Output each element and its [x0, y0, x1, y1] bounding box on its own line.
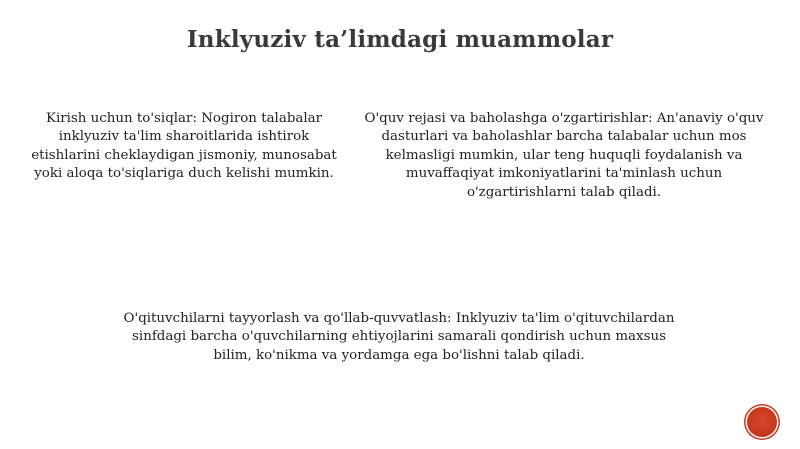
text-block-curriculum-assessment: O'quv rejasi va baholashga o'zgartirishlar: An'anaviy o'quv dasturlari va baholashlar barcha talabalar uchun mos kelmasligi mumkin, ular teng huquqli foydalanish va muvaffaqiyat imkoniyatlarini ta'minlash uchun o'zgartirishlarni talab qiladi.	[364, 111, 764, 200]
text-block-teacher-training: O'qituvchilarni tayyorlash va qo'llab-quvvatlash: Inklyuziv ta'lim o'qituvchilardan sinfdagi barcha o'quvchilarning ehtiyojlarini samarali qondirish uchun maxsus bilim, ko'nikma va yordamga ega bo'lishni talab qiladi.	[123, 311, 675, 363]
slide-nav-circle-icon[interactable]	[747, 407, 777, 437]
slide-title: Inklyuziv ta’limdagi muammolar	[186, 26, 614, 53]
text-block-access-barriers: Kirish uchun to'siqlar: Nogiron talabalar inklyuziv ta'lim sharoitlarida ishtirok etishlarini cheklaydigan jismoniy, munosabat yoki aloqa to'siqlariga duch kelishi mumkin.	[31, 111, 337, 182]
